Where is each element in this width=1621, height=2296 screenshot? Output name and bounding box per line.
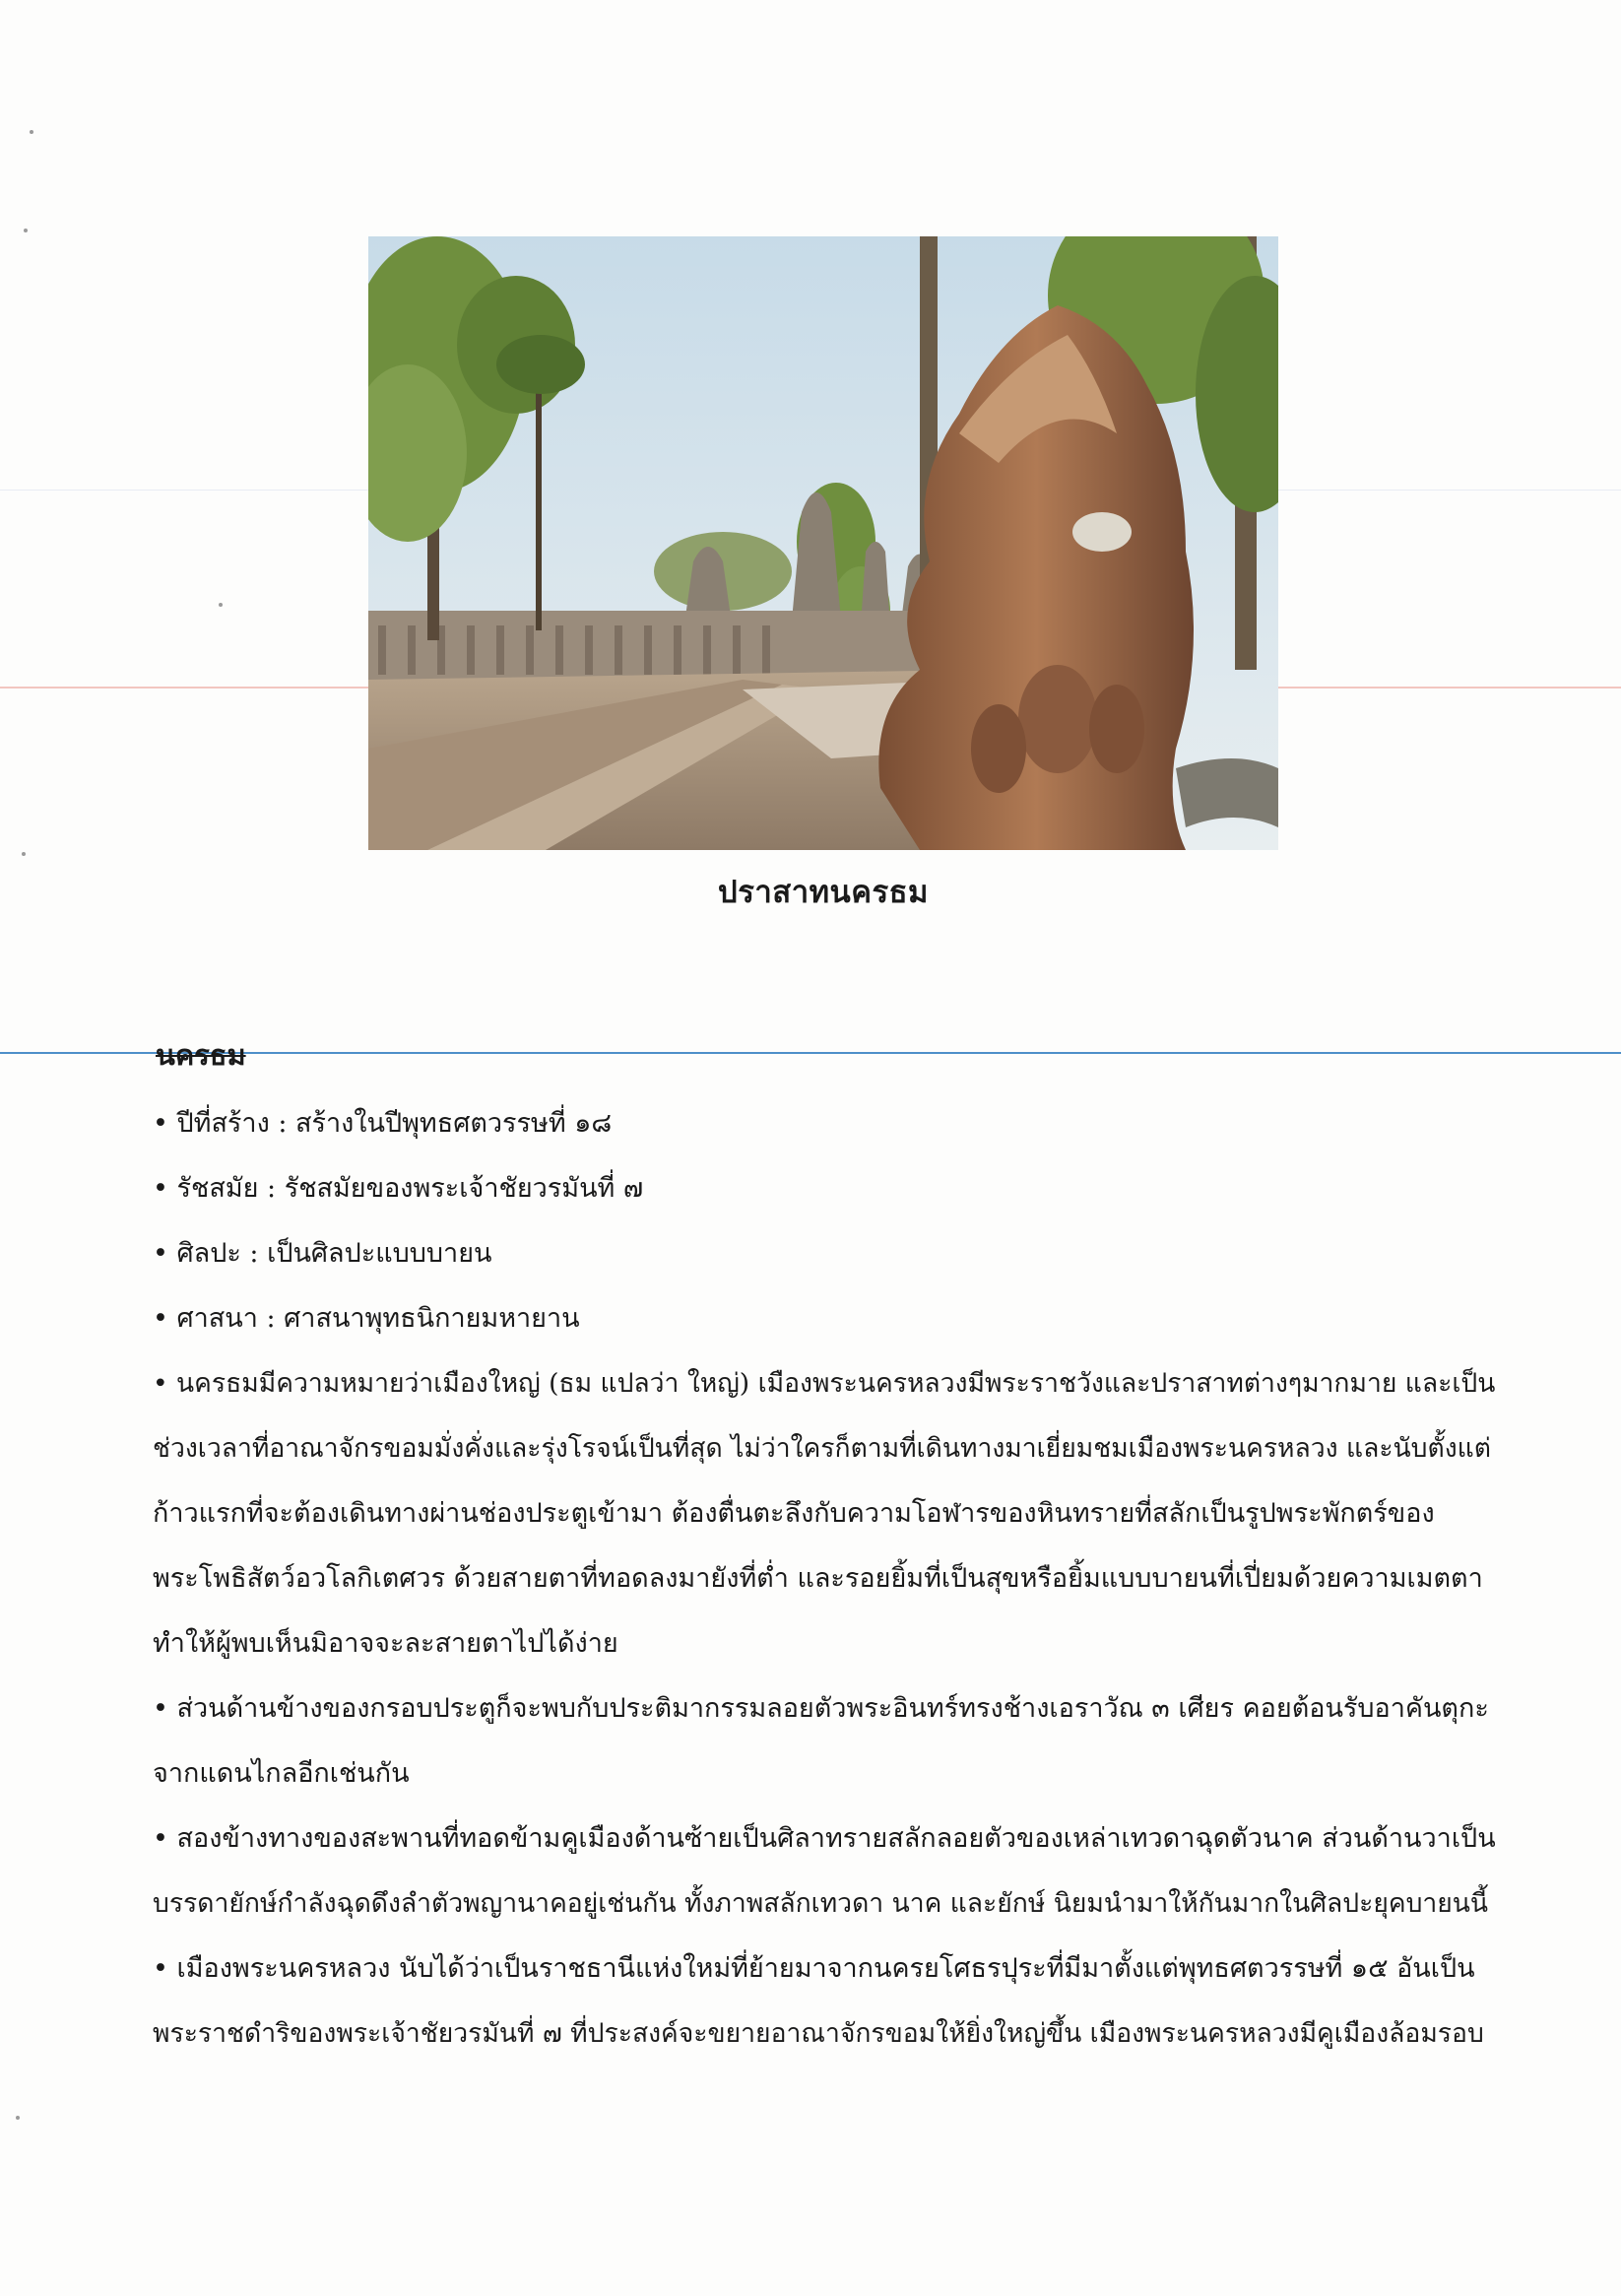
photo-caption: ปราสาทนครธม [718,875,929,910]
section-heading: นครธม [156,1038,246,1072]
scan-speck [16,2116,20,2120]
scan-speck [30,130,33,134]
body-text [153,1091,1502,2066]
text-line: ทำให้ผู้พบเห็นมิอาจจะละสายตาไปได้ง่าย [153,1628,618,1659]
text-line: บรรดายักษ์กำลังฉุดดึงลำตัวพญานาคอยู่เช่นกัน ทั้งภาพสลักเทวดา นาค และยักษ์ นิยมนำมาให้กันมากในศิลปะยุคบายนนี้ [153,1888,1489,1919]
text-line: • ศาสนา : ศาสนาพุทธนิกายมหายาน [153,1303,580,1334]
text-line: • ส่วนด้านข้างของกรอบประตูก็จะพบกับประติมากรรมลอยตัวพระอินทร์ทรงช้างเอราวัณ ๓ เศียร คอยต้อนรับอาคันตุกะ [153,1693,1489,1724]
scan-speck [219,603,223,607]
temple-photo-illustration [368,236,1278,850]
text-line: ช่วงเวลาที่อาณาจักรขอมมั่งคั่งและรุ่งโรจน์เป็นที่สุด ไม่ว่าใครก็ตามที่เดินทางมาเยี่ยมชมเมืองพระนครหลวง และนับตั้งแต่ [153,1433,1491,1464]
text-line: พระราชดำริของพระเจ้าชัยวรมันที่ ๗ ที่ประสงค์จะขยายอาณาจักรขอมให้ยิ่งใหญ่ขึ้น เมืองพระนครหลวงมีคูเมืองล้อมรอบ [153,2018,1484,2049]
text-line: • รัชสมัย : รัชสมัยของพระเจ้าชัยวรมันที่ ๗ [153,1173,644,1204]
text-line: • ปีที่สร้าง : สร้างในปีพุทธศตวรรษที่ ๑๘ [153,1108,613,1139]
text-line: พระโพธิสัตว์อวโลกิเตศวร ด้วยสายตาที่ทอดลงมายังที่ต่ำ และรอยยิ้มที่เป็นสุขหรือยิ้มแบบบายนที่เปี่ยมด้วยความเมตตา [153,1563,1483,1594]
text-line: • ศิลปะ : เป็นศิลปะแบบบายน [153,1238,492,1269]
text-line: • สองข้างทางของสะพานที่ทอดข้ามคูเมืองด้านซ้ายเป็นศิลาทรายสลักลอยตัวของเหล่าเทวดาฉุดตัวนาค ส่วนด้านวาเป็น [153,1823,1496,1854]
text-line: จากแดนไกลอีกเช่นกัน [153,1758,410,1789]
temple-photo [368,236,1278,850]
scan-speck [24,229,28,232]
scan-speck [22,852,26,856]
text-line: • นครธมมีความหมายว่าเมืองใหญ่ (ธม แปลว่า ใหญ่) เมืองพระนครหลวงมีพระราชวังและปราสาทต่างๆมากมาย และเป็น [153,1368,1496,1399]
text-line: ก้าวแรกที่จะต้องเดินทางผ่านช่องประตูเข้ามา ต้องตื่นตะลึงกับความโอฬารของหินทรายที่สลักเป็นรูปพระพักตร์ของ [153,1498,1435,1529]
text-line: • เมืองพระนครหลวง นับได้ว่าเป็นราชธานีแห่งใหม่ที่ย้ายมาจากนครยโศธรปุระที่มีมาตั้งแต่พุทธศตวรรษที่ ๑๕ อันเป็น [153,1953,1475,1984]
